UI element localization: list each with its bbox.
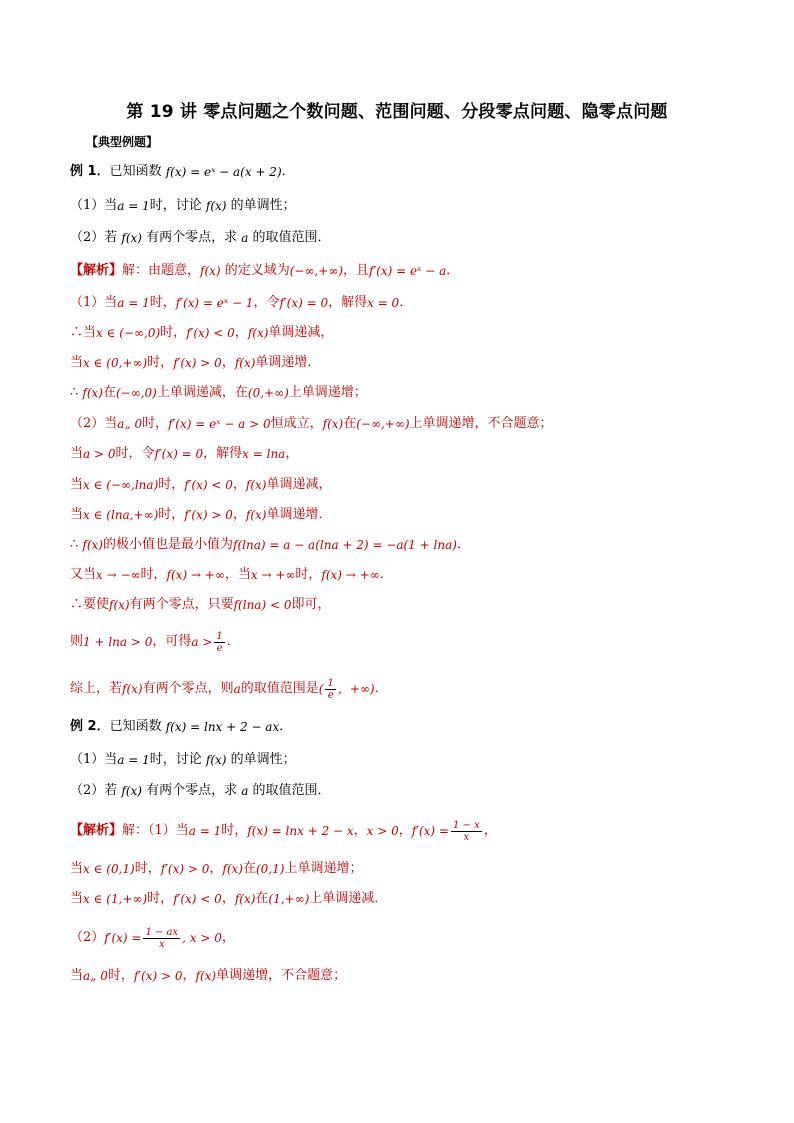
text: 当 bbox=[70, 446, 84, 461]
text: 的单调性； bbox=[226, 198, 296, 213]
formula: a > bbox=[191, 635, 213, 649]
formula: f(x) = lnx + 2 − ax bbox=[165, 720, 280, 734]
text: 有两个零点，求 bbox=[141, 783, 242, 798]
text: 时，令 bbox=[115, 446, 155, 461]
formula: a bbox=[241, 231, 249, 245]
formula: f′(x) > 0 bbox=[184, 508, 233, 522]
formula: (1,+∞) bbox=[268, 892, 310, 906]
fraction-numerator: 1 − ax bbox=[145, 926, 179, 938]
formula: a = 1 bbox=[117, 296, 150, 310]
example-1-solution-line bbox=[70, 293, 412, 313]
text: ，当 bbox=[224, 567, 251, 582]
formula: f(lna) = a − a(lna + 2) = −a(1 + lna) bbox=[233, 538, 457, 552]
fraction bbox=[143, 927, 180, 950]
text: 时， bbox=[158, 477, 185, 492]
text: ，令 bbox=[253, 295, 280, 310]
formula: (−∞,+∞) bbox=[289, 264, 344, 278]
text: 又当 bbox=[70, 567, 97, 582]
text: 时， bbox=[134, 861, 161, 876]
text: 上单调递减． bbox=[309, 891, 388, 906]
text: 在 bbox=[242, 861, 256, 876]
formula: f′(x) = bbox=[411, 824, 449, 838]
example-2-solution-line bbox=[70, 928, 235, 948]
text: （2）若 bbox=[70, 230, 122, 245]
example-2-solution-line bbox=[70, 859, 362, 879]
text: 单调递增． bbox=[266, 507, 332, 522]
formula: f(x) → +∞ bbox=[321, 568, 380, 582]
fraction bbox=[214, 631, 224, 654]
formula: a = 1 bbox=[117, 199, 150, 213]
text: ． bbox=[399, 295, 413, 310]
formula: (−∞,+∞) bbox=[356, 417, 410, 431]
formula: x = lna bbox=[242, 447, 286, 461]
formula: f′(x) = 0 bbox=[279, 296, 329, 310]
example-1-question-1 bbox=[70, 196, 296, 216]
text: 时， bbox=[149, 295, 176, 310]
formula: f(x) bbox=[109, 598, 130, 612]
fraction-denominator: e bbox=[327, 689, 334, 701]
text: 单调递增，不合题意； bbox=[216, 968, 347, 983]
formula: f(x) bbox=[195, 969, 217, 983]
formula: (0,+∞) bbox=[247, 386, 289, 400]
formula: f′(x) = eˣ − a bbox=[369, 264, 447, 278]
text: 已知函数 bbox=[109, 719, 166, 734]
formula: f(x) bbox=[247, 326, 269, 340]
example-2-solution-line bbox=[70, 889, 387, 909]
text: 的极小值也是最小值为 bbox=[102, 537, 233, 552]
text: 当 bbox=[70, 477, 84, 492]
example-1-solution-line bbox=[70, 383, 367, 403]
formula: 1 + lna > 0 bbox=[83, 635, 153, 649]
example-1-solution-line bbox=[70, 595, 330, 615]
text: ． bbox=[281, 164, 295, 179]
text: 的取值范围． bbox=[248, 230, 331, 245]
formula: x > 0 bbox=[366, 824, 399, 838]
text: 综上，若 bbox=[70, 681, 123, 696]
example-2-question-1 bbox=[70, 750, 296, 770]
text: 当 bbox=[70, 507, 84, 522]
example-1-solution-line bbox=[70, 353, 320, 373]
formula: f(x) = lnx + 2 − x bbox=[247, 824, 354, 838]
example-1-solution-line bbox=[70, 505, 332, 525]
example-1-solution-line bbox=[70, 565, 393, 585]
formula: f(x) bbox=[205, 753, 227, 767]
text: 在 bbox=[343, 416, 357, 431]
text: 时， bbox=[295, 567, 322, 582]
text: ，且 bbox=[343, 263, 370, 278]
text: 上单调递减，在 bbox=[156, 385, 248, 400]
text: 当 bbox=[70, 861, 84, 876]
text: ， bbox=[234, 325, 248, 340]
solution-tag: 【解析】 bbox=[70, 263, 123, 278]
formula: f(x) bbox=[205, 199, 227, 213]
formula: x ∈ (−∞,0) bbox=[96, 326, 161, 340]
text: 已知函数 bbox=[109, 164, 166, 179]
example-1-solution-line bbox=[70, 535, 470, 555]
formula: a„ 0 bbox=[83, 969, 108, 983]
text: （1）当 bbox=[70, 198, 118, 213]
formula: f(x) bbox=[322, 417, 344, 431]
example-label: 例 1． bbox=[70, 164, 110, 179]
formula: a„ 0 bbox=[117, 417, 143, 431]
text: 上单调递增； bbox=[284, 861, 363, 876]
text: 在 bbox=[102, 385, 116, 400]
example-2-solution-intro bbox=[70, 821, 497, 841]
fraction-denominator: e bbox=[216, 642, 223, 654]
formula: x ∈ (0,1) bbox=[83, 862, 135, 876]
example-1-solution-line bbox=[70, 414, 553, 434]
text: ， bbox=[209, 861, 223, 876]
example-1-solution-line bbox=[70, 444, 298, 464]
text: 解：由题意， bbox=[122, 263, 201, 278]
text: ． bbox=[446, 263, 460, 278]
text: 单调递减， bbox=[268, 325, 334, 340]
text: 即可， bbox=[291, 597, 331, 612]
formula: f(lna) < 0 bbox=[233, 598, 292, 612]
example-1-solution-line bbox=[70, 323, 333, 343]
text: 时， bbox=[147, 891, 174, 906]
formula: a bbox=[241, 784, 249, 798]
formula: f(x) = eˣ − a(x + 2) bbox=[165, 165, 282, 179]
text: 时， bbox=[140, 567, 167, 582]
text: 的取值范围． bbox=[248, 783, 331, 798]
formula: a bbox=[233, 682, 241, 696]
text: 时， bbox=[158, 507, 185, 522]
text: 恒成立， bbox=[270, 416, 323, 431]
text: ． bbox=[374, 681, 388, 696]
formula: (0,1) bbox=[256, 862, 285, 876]
formula: f′(x) = bbox=[104, 931, 142, 945]
formula: f′(x) < 0 bbox=[184, 478, 233, 492]
formula: ( bbox=[318, 682, 324, 696]
text: ． bbox=[456, 537, 470, 552]
text: ， bbox=[398, 823, 412, 838]
text: 有两个零点，则 bbox=[142, 681, 234, 696]
text: 时， bbox=[160, 325, 187, 340]
formula: a > 0 bbox=[83, 447, 116, 461]
text: 时，讨论 bbox=[149, 198, 206, 213]
text: 单调递增． bbox=[255, 355, 321, 370]
formula: f′(x) < 0 bbox=[173, 892, 222, 906]
formula: f(x) bbox=[245, 478, 267, 492]
text: 时， bbox=[147, 355, 174, 370]
text: ， bbox=[221, 930, 235, 945]
text: 时， bbox=[142, 416, 169, 431]
formula: f(x) bbox=[234, 892, 256, 906]
text: ∴ bbox=[70, 537, 83, 552]
text: 时，讨论 bbox=[149, 752, 206, 767]
text: 的单调性； bbox=[226, 752, 296, 767]
text: ， bbox=[483, 823, 497, 838]
text: 的取值范围是 bbox=[240, 681, 319, 696]
formula: x ∈ (0,+∞) bbox=[83, 356, 148, 370]
text: ， bbox=[353, 823, 367, 838]
text: ． bbox=[379, 567, 393, 582]
formula: f′(x) > 0 bbox=[133, 969, 183, 983]
text: （2）若 bbox=[70, 783, 122, 798]
text: 上单调递增，不合题意； bbox=[409, 416, 553, 431]
example-2-solution-line bbox=[70, 966, 346, 986]
formula: , x > 0 bbox=[182, 931, 222, 945]
formula: f′(x) = eˣ − 1 bbox=[175, 296, 254, 310]
formula: x ∈ (1,+∞) bbox=[83, 892, 148, 906]
fraction-denominator: x bbox=[463, 831, 470, 843]
text: 时， bbox=[221, 823, 248, 838]
example-1-question-2 bbox=[70, 228, 331, 248]
formula: a = 1 bbox=[188, 824, 222, 838]
text: ， bbox=[232, 477, 246, 492]
formula: f′(x) < 0 bbox=[186, 326, 235, 340]
formula: f(x) bbox=[121, 231, 142, 245]
section-heading: 【典型例题】 bbox=[86, 135, 159, 149]
formula: f(x) bbox=[200, 264, 221, 278]
example-2-question-2 bbox=[70, 781, 331, 801]
example-1-solution-intro bbox=[70, 261, 459, 281]
formula: f′(x) > 0 bbox=[160, 862, 210, 876]
formula: (−∞,0) bbox=[116, 386, 157, 400]
solution-tag: 【解析】 bbox=[70, 823, 123, 838]
text: 解：（1）当 bbox=[122, 823, 189, 838]
text: 单调递减， bbox=[266, 477, 332, 492]
text: ∴ bbox=[70, 385, 83, 400]
text: 上单调递增； bbox=[288, 385, 367, 400]
formula: f(x) bbox=[122, 682, 143, 696]
formula: f(x) → +∞ bbox=[166, 568, 225, 582]
formula: f′(x) > 0 bbox=[173, 356, 222, 370]
text: ，解得 bbox=[328, 295, 368, 310]
text: ， bbox=[182, 968, 196, 983]
text: （2） bbox=[70, 930, 105, 945]
formula: f(x) bbox=[234, 356, 256, 370]
example-label: 例 2． bbox=[70, 719, 110, 734]
text: （1）当 bbox=[70, 752, 118, 767]
fraction-numerator: 1 bbox=[216, 630, 223, 642]
text: ∴要使 bbox=[70, 597, 110, 612]
formula: f(x) bbox=[82, 538, 103, 552]
fraction-denominator: x bbox=[158, 938, 165, 950]
formula: a = 1 bbox=[117, 753, 150, 767]
text: 则 bbox=[70, 634, 84, 649]
text: 当 bbox=[70, 968, 84, 983]
formula: f′(x) = 0 bbox=[154, 447, 204, 461]
formula: x = 0 bbox=[367, 296, 400, 310]
text: （1）当 bbox=[70, 295, 118, 310]
formula: x ∈ (lna,+∞) bbox=[83, 508, 159, 522]
example-1-solution-line bbox=[70, 475, 332, 495]
formula: x → +∞ bbox=[250, 568, 296, 582]
formula: f(x) bbox=[245, 508, 267, 522]
text: ，可得 bbox=[152, 634, 192, 649]
text: （2）当 bbox=[70, 416, 118, 431]
formula: f(x) bbox=[121, 784, 142, 798]
text: 的定义域为 bbox=[220, 263, 290, 278]
formula: ，+∞) bbox=[337, 682, 375, 696]
formula: f(x) bbox=[222, 862, 243, 876]
text: 当 bbox=[70, 355, 84, 370]
fraction-numerator: 1 − x bbox=[452, 819, 480, 831]
text: ，解得 bbox=[203, 446, 243, 461]
page-title: 第 19 讲 零点问题之个数问题、范围问题、分段零点问题、隐零点问题 bbox=[126, 102, 668, 122]
fraction bbox=[325, 678, 335, 701]
text: ． bbox=[279, 719, 293, 734]
text: ， bbox=[285, 446, 299, 461]
fraction-numerator: 1 bbox=[327, 677, 334, 689]
text: ． bbox=[226, 634, 240, 649]
text: 有两个零点，只要 bbox=[129, 597, 234, 612]
example-1-solution-line bbox=[70, 632, 240, 652]
formula: f′(x) = eˣ − a > 0 bbox=[168, 417, 271, 431]
example-2-stem bbox=[70, 717, 292, 737]
example-1-stem bbox=[70, 162, 295, 182]
formula: f(x) bbox=[82, 386, 103, 400]
text: 时， bbox=[107, 968, 134, 983]
example-1-solution-line bbox=[70, 679, 388, 699]
formula: x ∈ (−∞,lna) bbox=[83, 478, 159, 492]
text: ， bbox=[232, 507, 246, 522]
formula: x → −∞ bbox=[96, 568, 141, 582]
text: 在 bbox=[255, 891, 269, 906]
text: 有两个零点，求 bbox=[141, 230, 242, 245]
text: ∴当 bbox=[70, 325, 97, 340]
text: ， bbox=[221, 891, 235, 906]
fraction bbox=[451, 820, 482, 843]
text: 当 bbox=[70, 891, 84, 906]
text: ， bbox=[221, 355, 235, 370]
